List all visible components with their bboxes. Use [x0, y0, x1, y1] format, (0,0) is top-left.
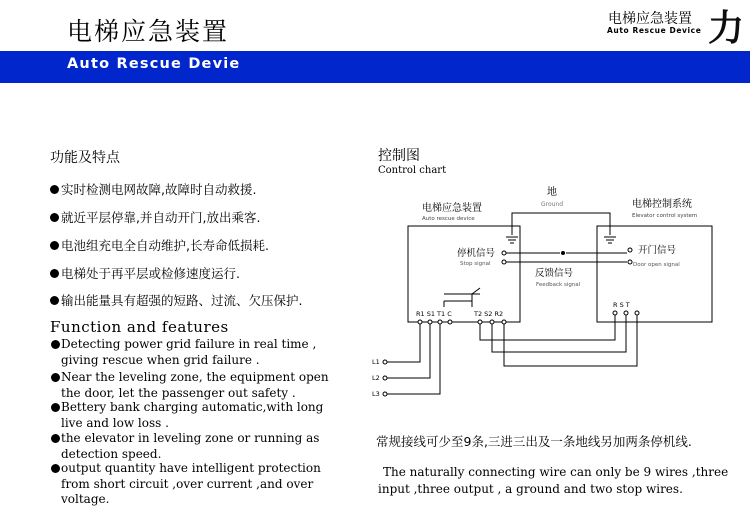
control-chart-diagram [370, 180, 730, 405]
stop-signal-label-en: Stop signal [460, 261, 491, 267]
feature-en-item: Detecting power grid failure in real time , giving rescue when grid failure . [51, 337, 316, 368]
ground-wire [506, 213, 616, 243]
bullet-icon [50, 241, 59, 250]
feedback-terminal-left [502, 260, 506, 264]
banner-title: Auto Rescue Devie [67, 56, 241, 72]
features-en-heading: Function and features [50, 318, 229, 336]
bullet-icon [51, 403, 60, 412]
bullet-icon [50, 213, 59, 222]
left-terminal-labels-2: T2 S2 R2 [474, 310, 504, 318]
door-signal-label-cn: 开门信号 [638, 245, 677, 256]
brand-logo-mark: 力 [708, 7, 745, 49]
bullet-icon [50, 296, 59, 305]
feature-en-item: output quantity have intelligent protection from short circuit ,over current ,and over voltage. [51, 461, 321, 508]
ground-label-en: Ground [540, 201, 564, 208]
logo-title-en: Auto Rescue Device [607, 26, 702, 35]
input-wires [383, 324, 440, 396]
relay-contacts [444, 288, 480, 307]
bullet-icon [50, 185, 59, 194]
wiring-note-en-line2: input ,three output , a ground and two stop wires. [378, 482, 683, 496]
feature-en-item: Bettery bank charging automatic,with long live and low loss . [51, 400, 323, 431]
feature-cn-item: 电梯处于再平层或检修速度运行. [50, 264, 240, 282]
stop-signal-label-cn: 停机信号 [457, 248, 496, 259]
page-title: 电梯应急装置 [67, 17, 230, 46]
feature-cn-item: 实时检测电网故障,故障时自动救援. [50, 180, 256, 198]
left-box-title-en: Auto rescue device [422, 216, 475, 222]
wiring-note-en-line1: The naturally connecting wire can only be 9 wires ,three [383, 465, 729, 479]
feature-en-item: Near the leveling zone, the equipment open the door, let the passenger out safety . [51, 370, 329, 401]
feature-cn-item: 就近平层停靠,并自动开门,放出乘客. [50, 208, 260, 226]
features-cn-heading: 功能及特点 [50, 150, 120, 166]
stop-signal-node [561, 251, 565, 255]
bullet-icon [51, 464, 60, 473]
feature-cn-item: 输出能量具有超强的短路、过流、欠压保护. [50, 291, 302, 309]
right-box-title-en: Elevator control system [632, 213, 698, 219]
l1-label: L1 [372, 358, 380, 366]
door-signal-label-en: Door open signal [633, 262, 680, 268]
right-terminal-labels: R S T [613, 301, 630, 309]
ground-label-cn: 地 [547, 187, 557, 198]
control-chart-title-cn: 控制图 [378, 148, 420, 164]
l3-label: L3 [372, 390, 380, 398]
rescue-device-box [408, 226, 520, 322]
bullet-icon [51, 373, 60, 382]
door-signal-terminal [628, 248, 632, 252]
feature-en-item: the elevator in leveling zone or running as detection speed. [51, 431, 319, 462]
left-box-title-cn: 电梯应急装置 [422, 203, 482, 214]
right-box-title-cn: 电梯控制系统 [632, 199, 692, 210]
stop-signal-terminal [502, 251, 506, 255]
feedback-label-cn: 反馈信号 [535, 268, 574, 279]
feedback-terminal-right [628, 260, 632, 264]
left-terminal-labels: R1 S1 T1 C [416, 310, 452, 318]
bullet-icon [51, 340, 60, 349]
logo-title-cn: 电梯应急装置 [608, 11, 692, 27]
bullet-icon [51, 434, 60, 443]
control-chart-title-en: Control chart [378, 165, 447, 176]
wiring-note-cn: 常规接线可少至9条,三进三出及一条地线另加两条停机线. [376, 434, 692, 449]
bullet-icon [50, 269, 59, 278]
l2-label: L2 [372, 374, 380, 382]
feature-cn-item: 电池组充电全自动维护,长寿命低损耗. [50, 236, 269, 254]
feedback-label-en: Feedback signal [536, 282, 581, 288]
